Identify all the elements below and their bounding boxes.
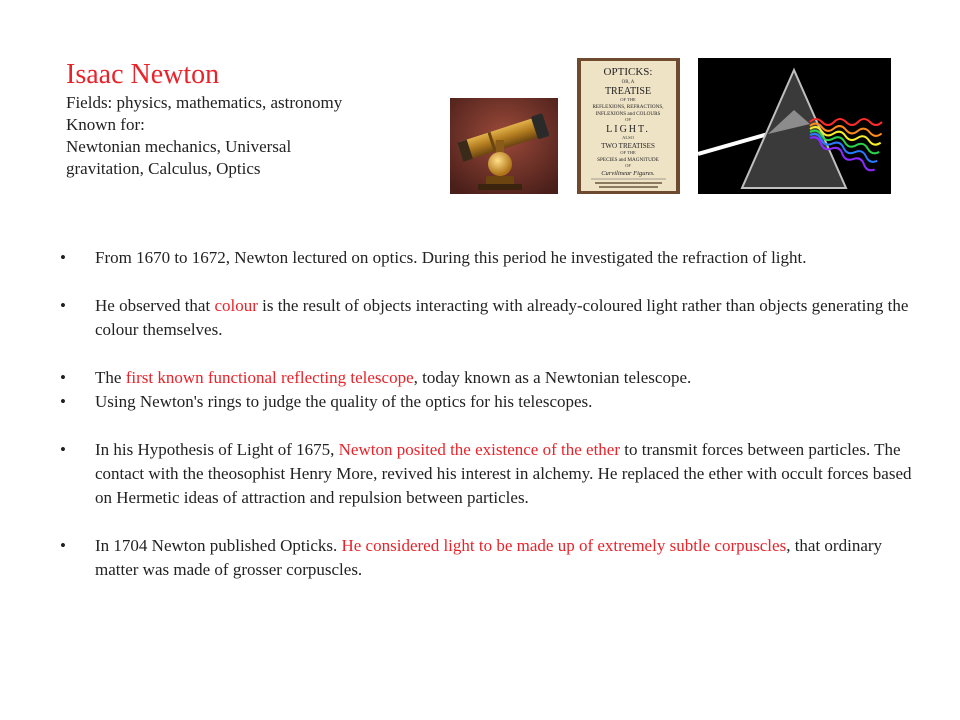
header-block (66, 58, 426, 180)
book-line-13: OF (625, 163, 631, 168)
known-for-line-1: Newtonian mechanics, Universal (66, 137, 292, 156)
bullet-item (60, 534, 920, 582)
book-line-3: TREATISE (604, 86, 652, 97)
bullet-item (60, 390, 920, 414)
highlighted-text: He considered light to be made up of extremely subtle corpuscles (341, 536, 787, 555)
book-line-2: OR, A (621, 80, 635, 85)
known-for-line-2: gravitation, Calculus, Optics (66, 159, 261, 178)
highlighted-text: first known functional reflecting telescope (125, 368, 414, 387)
bullet-text: , today known as a Newtonian telescope. (413, 368, 692, 387)
bullet-text: , that ordinary matter was made of grosser corpuscles. (95, 536, 883, 579)
bullet-text: In 1704 Newton published Opticks. (95, 536, 342, 555)
bullet-item (60, 246, 920, 270)
bullet-item (60, 438, 920, 510)
reflecting-telescope-image (450, 98, 558, 194)
bullet-text: The (95, 368, 126, 387)
book-line-7: OF (625, 117, 631, 122)
bullet-text: is the result of objects interacting with already-coloured light rather than objects generating the colour themselves. (95, 296, 909, 339)
book-line-11: OF THE (620, 150, 636, 155)
book-line-5: REFLEXIONS, REFRACTIONS, (592, 104, 664, 110)
book-line-1: OPTICKS: (603, 66, 653, 78)
highlighted-text: colour (214, 296, 258, 315)
bullet-text: In his Hypothesis of Light of 1675, (95, 440, 339, 459)
bullet-text: He observed that (95, 296, 215, 315)
highlighted-text: Newton posited the existence of the ether (338, 440, 621, 459)
book-line-9: ALSO (622, 135, 634, 140)
book-line-12: SPECIES and MAGNITUDE (597, 157, 659, 163)
page-title: Isaac Newton (66, 59, 220, 90)
bullet-text: to transmit forces between particles. The contact with the theosophist Henry More, revived his interest in alchemy. He replaced the ether with occult forces based on Hermetic ideas of attraction and repulsion between particles. (95, 440, 912, 507)
fields-line: Fields: physics, mathematics, astronomy (66, 93, 343, 112)
opticks-title-page (577, 58, 680, 194)
book-line-14: Curvilinear Figures. (601, 170, 655, 177)
known-for-label: Known for: (66, 115, 145, 134)
telescope-illustration (450, 98, 558, 194)
bullet-text: Using Newton's rings to judge the quality of the optics for his telescopes. (95, 392, 593, 411)
prism-dispersion-image (698, 58, 891, 194)
bullet-item (60, 366, 920, 390)
bullet-text: From 1670 to 1672, Newton lectured on optics. During this period he investigated the refraction of light. (95, 248, 807, 267)
bullet-item (60, 294, 920, 342)
opticks-book-image (577, 58, 680, 194)
bullet-list (60, 246, 920, 582)
book-line-10: TWO TREATISES (601, 142, 655, 150)
book-line-4: OF THE (620, 97, 636, 102)
prism-illustration (698, 58, 891, 194)
book-line-8: LIGHT. (606, 124, 650, 135)
book-line-6: INFLEXIONS and COLOURS (595, 111, 661, 117)
